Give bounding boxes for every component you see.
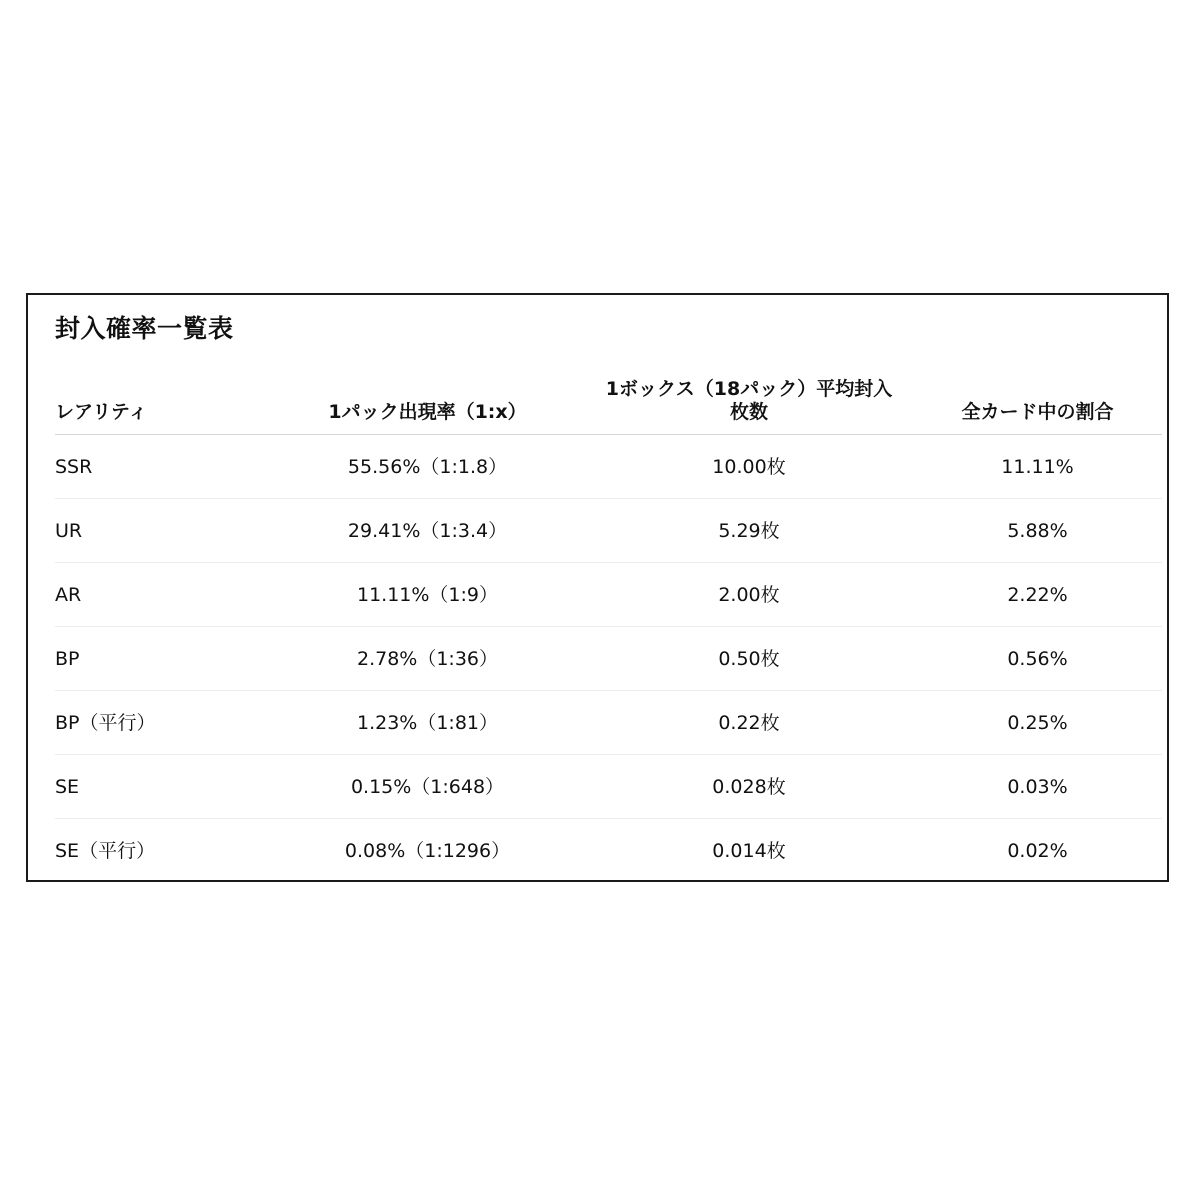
pack-rate-cell: 55.56%（1:1.8） — [270, 435, 585, 499]
share-cell: 0.02% — [1007, 839, 1068, 862]
share-cell: 0.25% — [913, 691, 1162, 755]
box-average-cell: 0.014枚 — [712, 839, 786, 862]
share-cell: 5.88% — [913, 499, 1162, 563]
box-average-cell: 10.00枚 — [585, 435, 913, 499]
header-share: 全カード中の割合 — [913, 359, 1162, 435]
pack-rate-cell: 0.08%（1:1296） — [344, 839, 511, 862]
box-average-cell: 0.50枚 — [585, 627, 913, 691]
rarity-cell: SE（平行） — [55, 839, 156, 862]
rarity-cell: AR — [55, 563, 270, 627]
share-cell: 2.22% — [913, 563, 1162, 627]
box-average-cell: 0.028枚 — [585, 755, 913, 819]
table-row — [55, 627, 1162, 691]
table-row — [55, 819, 1162, 883]
rarity-cell: UR — [55, 499, 270, 563]
share-cell: 0.03% — [913, 755, 1162, 819]
header-box-average: 1ボックス（18パック）平均封入枚数 — [585, 359, 913, 435]
table-row — [55, 755, 1162, 819]
table-title: 封入確率一覧表 — [55, 314, 234, 343]
table-header-row — [55, 359, 1162, 435]
rarity-cell: BP — [55, 627, 270, 691]
pack-rate-cell: 0.15%（1:648） — [270, 755, 585, 819]
pack-rate-cell: 2.78%（1:36） — [270, 627, 585, 691]
pack-rate-cell: 29.41%（1:3.4） — [270, 499, 585, 563]
box-average-cell: 0.22枚 — [585, 691, 913, 755]
pack-rate-cell: 11.11%（1:9） — [270, 563, 585, 627]
box-average-cell: 2.00枚 — [585, 563, 913, 627]
rates-table — [55, 359, 1162, 882]
box-average-cell: 5.29枚 — [585, 499, 913, 563]
rarity-cell: SSR — [55, 435, 270, 499]
rates-panel — [26, 293, 1169, 882]
share-cell: 11.11% — [913, 435, 1162, 499]
table-row — [55, 499, 1162, 563]
table-row — [55, 563, 1162, 627]
pack-rate-cell: 1.23%（1:81） — [270, 691, 585, 755]
table-row — [55, 435, 1162, 499]
share-cell: 0.56% — [913, 627, 1162, 691]
header-pack-rate: 1パック出現率（1:x） — [270, 359, 585, 435]
table-row — [55, 691, 1162, 755]
header-rarity: レアリティ — [55, 359, 270, 435]
rarity-cell: BP（平行） — [55, 691, 270, 755]
rarity-cell: SE — [55, 755, 270, 819]
